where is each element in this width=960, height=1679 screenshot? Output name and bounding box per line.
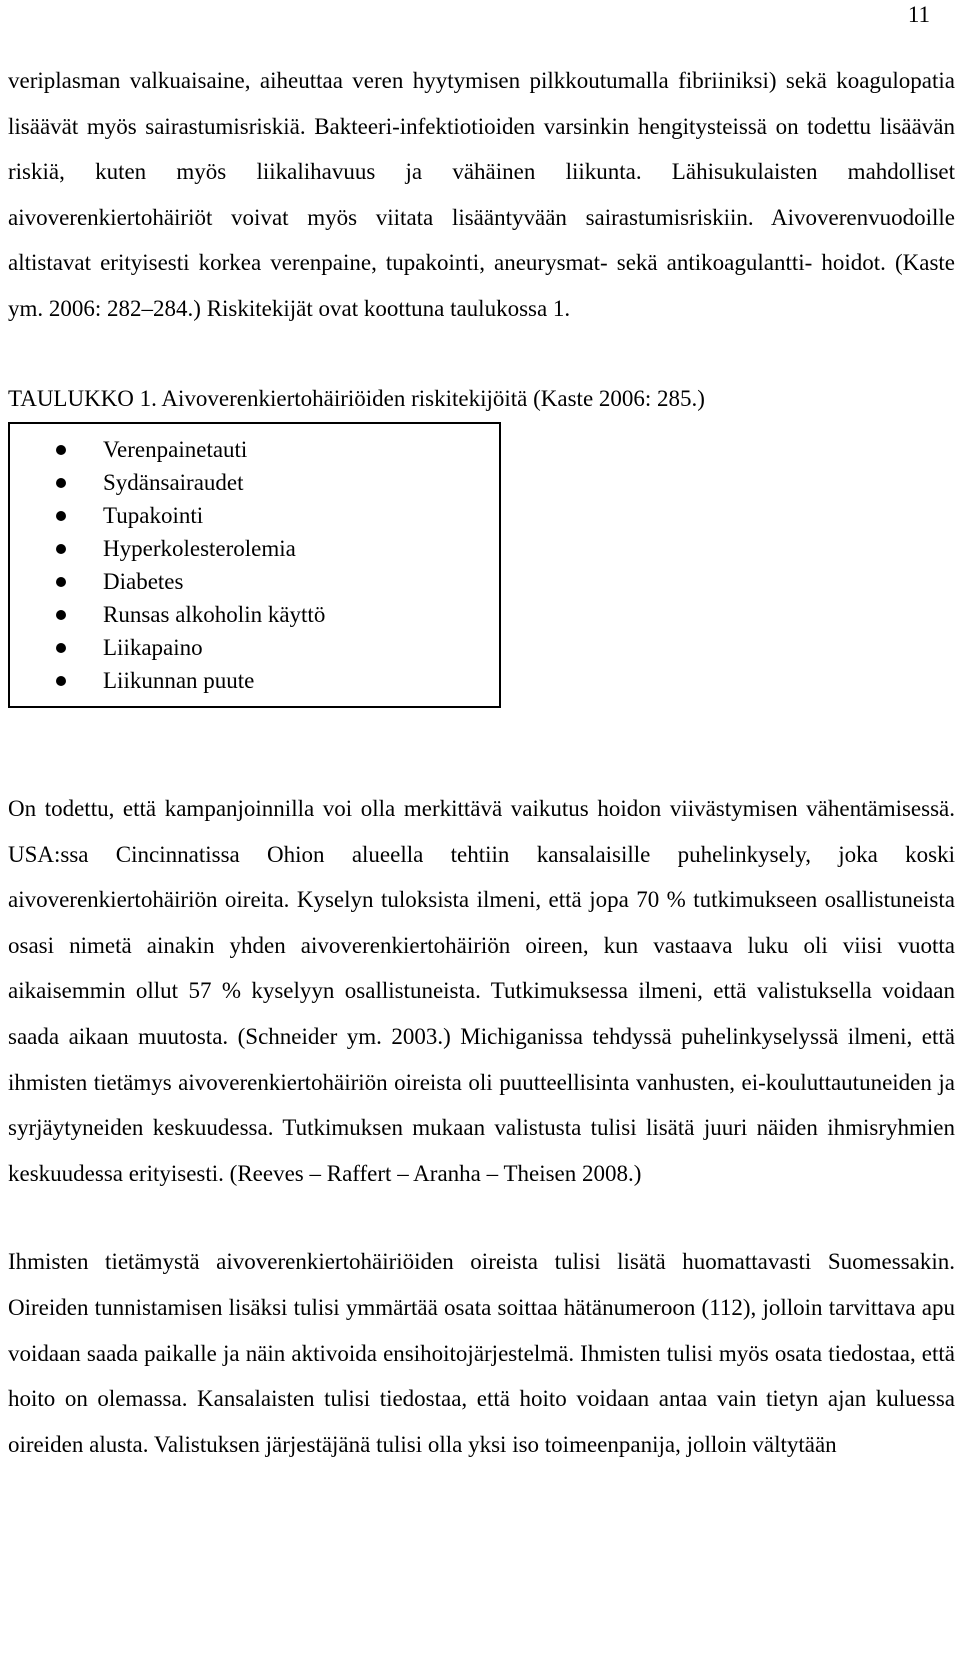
risk-factor-item — [10, 565, 499, 598]
paragraph-campaigns: On todettu, että kampanjoinnilla voi olla merkittävä vaikutus hoidon viivästymisen vähentämisessä. USA:ssa Cincinnatissa Ohion alueella tehtiin kansalaisille puhelinkysely, joka koski aivoverenkiertohäiriön oireita. Kyselyn tuloksista ilmeni, että jopa 70 % tutkimukseen osallistuneista osasi nimetä ainakin yhden aivoverenkiertohäiriön oireen, kun vastaava luku oli viisi vuotta aikaisemmin ollut 57 % kyselyyn osallistuneista. Tutkimuksessa ilmeni, että valistuksella voidaan saada aikaan muutosta. (Schneider ym. 2003.) Michiganissa tehdyssä puhelinkyselyssä ilmeni, että ihmisten tietämys aivoverenkiertohäiriön oireista oli puutteellisinta vanhusten, ei-kouluttautuneiden ja syrjäytyneiden keskuudessa. Tutkimuksen mukaan valistusta tulisi lisätä juuri näiden ihmisryhmien keskuudessa erityisesti. (Reeves – Raffert – Aranha – Theisen 2008.) — [8, 796, 955, 1186]
risk-factor-item — [10, 466, 499, 499]
risk-factor-item — [10, 532, 499, 565]
bullet-icon — [56, 511, 66, 521]
bullet-icon — [56, 544, 66, 554]
risk-factor-table — [8, 422, 501, 708]
bullet-icon — [56, 445, 66, 455]
paragraph-risk-factors: veriplasman valkuaisaine, aiheuttaa veren hyytymisen pilkkoutumalla fibriiniksi) sekä koagulopatia lisäävät myös sairastumisriskiä. Bakteeri-infektiotioiden varsinkin hengitysteissä on todettu lisäävän riskiä, kuten myös liikalihavuus ja vähäinen liikunta. Lähisukulaisten mahdolliset aivoverenkiertohäiriöt voivat myös viitata lisääntyvään sairastumisriskiin. Aivoverenvuodoille altistavat erityisesti korkea verenpaine, tupakointi, aneurysmat- sekä antikoagulantti- hoidot. (Kaste ym. 2006: 282–284.) Riskitekijät ovat koottuna taulukossa 1. — [8, 68, 955, 321]
risk-factor-label: Diabetes — [103, 568, 184, 594]
risk-factor-label: Liikapaino — [103, 634, 203, 660]
risk-factor-item — [10, 499, 499, 532]
risk-factor-label: Verenpainetauti — [103, 436, 248, 462]
risk-factor-list — [10, 433, 499, 697]
bullet-icon — [56, 676, 66, 686]
risk-factor-label: Tupakointi — [103, 502, 204, 528]
paragraph-awareness: Ihmisten tietämystä aivoverenkiertohäiriöiden oireista tulisi lisätä huomattavasti Suomessakin. Oireiden tunnistamisen lisäksi tulisi ymmärtää osata soittaa hätänumeroon (112), jolloin tarvittava apu voidaan saada paikalle ja näin aktivoida ensihoitojärjestelmä. Ihmisten tulisi myös osata tiedostaa, että hoito on olemassa. Kansalaisten tulisi tiedostaa, että hoito voidaan antaa vain tietyn ajan kuluessa oireiden alusta. Valistuksen järjestäjänä tulisi olla yksi iso toimeenpanija, jolloin vältytään — [8, 1249, 955, 1457]
risk-factor-label: Hyperkolesterolemia — [103, 535, 296, 561]
risk-factor-item — [10, 664, 499, 697]
bullet-icon — [56, 478, 66, 488]
bullet-icon — [56, 577, 66, 587]
document-body — [8, 58, 955, 1467]
risk-factor-item — [10, 598, 499, 631]
page-number: 11 — [907, 2, 930, 27]
risk-factor-item — [10, 631, 499, 664]
risk-factor-item — [10, 433, 499, 466]
bullet-icon — [56, 610, 66, 620]
table-caption: TAULUKKO 1. Aivoverenkiertohäiriöiden riskitekijöitä (Kaste 2006: 285.) — [8, 386, 705, 411]
risk-factor-label: Runsas alkoholin käyttö — [103, 601, 326, 627]
risk-factor-label: Liikunnan puute — [103, 667, 255, 693]
risk-factor-label: Sydänsairaudet — [103, 469, 244, 495]
bullet-icon — [56, 643, 66, 653]
